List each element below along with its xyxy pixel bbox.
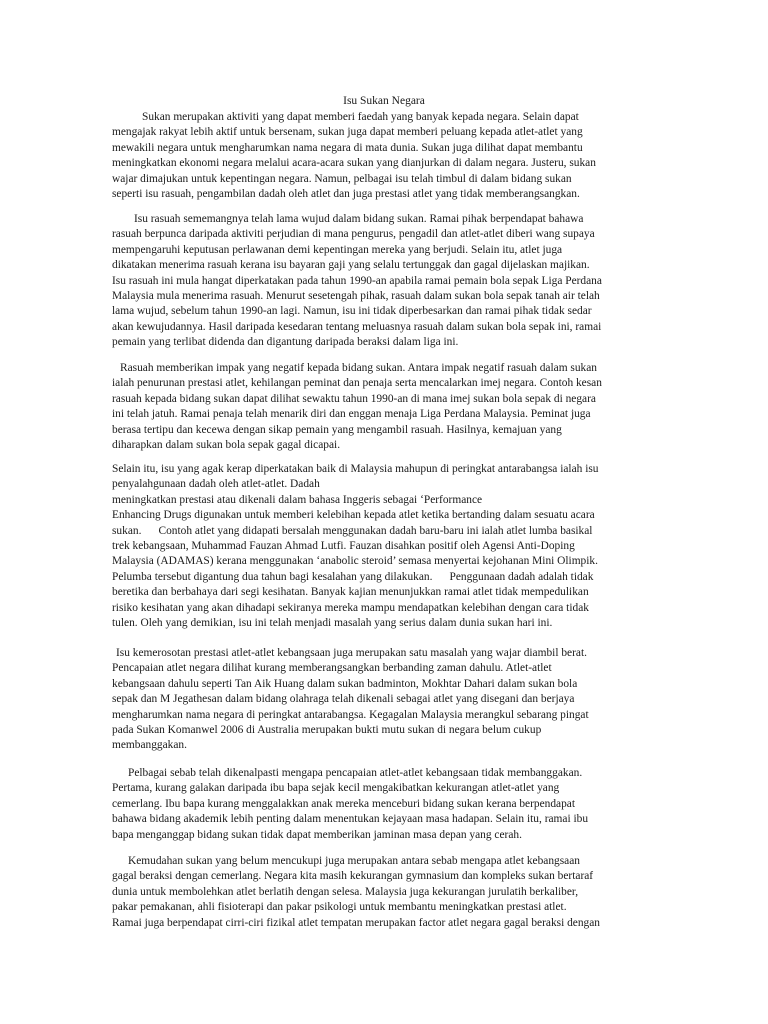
text-line: pakar pemakanan, ahli fisioterapi dan pakar psikologi untuk membantu meningkatkan prestasi atlet. (112, 901, 567, 914)
text-line: sepak dan M Jegathesan dalam bidang olahraga telah dikenali sebagai atlet yang disegani dan berjaya (112, 693, 575, 706)
paragraph-intro (112, 110, 657, 202)
text-line: seperti isu rasuah, pengambilan dadah oleh atlet dan juga prestasi atlet yang tidak memberangsangkan. (112, 188, 580, 201)
text-line: diharapkan dalam sukan bola sepak gagal dicapai. (112, 439, 341, 452)
text-line: bahawa bidang akademik lebih penting dalam menentukan kejayaan masa hadapan. Selain itu, ramai ibu (112, 813, 589, 826)
text-line: sukan. Contoh atlet yang didapati bersalah menggunakan dadah baru-baru ini ialah atlet lumba basikal (112, 524, 593, 537)
text-line: mewakili negara untuk mengharumkan nama negara di mata dunia. Sukan juga dilihat dapat membantu (112, 141, 583, 154)
text-line: Pelumba tersebut digantung dua tahun bagi kesalahan yang dilakukan. Penggunaan dadah adalah tidak (112, 570, 594, 583)
text-line: meningkatkan prestasi atau dikenali dalam bahasa Inggeris sebagai ‘Performance (112, 493, 483, 506)
text-line: penyalahgunaan dadah oleh atlet-atlet. Dadah (112, 478, 320, 491)
text-line: Malaysia mula menerima rasuah. Menurut sesetengah pihak, rasuah dalam sukan bola sepak tanah air telah (112, 290, 600, 303)
text-line: rasuah berpunca daripada aktiviti perjudian di mana pengurus, pengadil dan atlet-atlet diberi wang supaya (112, 228, 595, 241)
text-line: ialah penurunan prestasi atlet, kehilangan peminat dan penaja serta mencalarkan imej negara. Contoh kesan (112, 377, 602, 390)
paragraph-kemudahan (112, 854, 657, 931)
text-line: risiko kesihatan yang akan dihadapi sekiranya mereka mampu mendapatkan kelebihan dengan cara tidak (112, 601, 589, 614)
text-line: Kemudahan sukan yang belum mencukupi juga merupakan antara sebab mengapa atlet kebangsaan (128, 855, 580, 867)
text-line: Pelbagai sebab telah dikenalpasti mengapa pencapaian atlet-atlet kebangsaan tidak membanggakan. (128, 767, 583, 779)
text-line: Isu rasuah sememangnya telah lama wujud dalam bidang sukan. Ramai pihak berpendapat bahawa (134, 213, 584, 225)
paragraph-sebab (112, 766, 657, 843)
text-line: mempengaruhi keputusan perlawanan demi kepentingan mereka yang berjudi. Selain itu, atlet juga (112, 243, 563, 256)
text-line: membanggakan. (112, 739, 187, 752)
text-line: Ramai juga berpendapat cirri-ciri fizikal atlet tempatan merupakan factor atlet negara gagal beraksi dengan (112, 916, 600, 929)
text-line: Malaysia (ADAMAS) kerana menggunakan ‘anabolic steroid’ semasa menyertai kejohanan Mini Olimpik. (112, 555, 598, 568)
text-line: lama wujud, sebelum tahun 1990-an lagi. Namun, isu ini tidak diperbesarkan dan ramai pihak tidak sedar (112, 305, 592, 318)
text-line: akan kewujudannya. Hasil daripada kesedaran tentang meluasnya rasuah dalam sukan bola sepak ini, ramai (112, 320, 602, 333)
paragraph-dadah (112, 462, 657, 631)
text-line: Rasuah memberikan impak yang negatif kepada bidang sukan. Antara impak negatif rasuah dalam sukan (120, 362, 597, 374)
text-line: trek kebangsaan, Muhammad Fauzan Ahmad Lutfi. Fauzan disahkan positif oleh Agensi Anti-Doping (112, 540, 575, 553)
text-line: ini telah jatuh. Ramai penaja telah menarik diri dan enggan menaja Liga Perdana Malaysia. Peminat juga (112, 408, 591, 421)
text-line: cemerlang. Ibu bapa kurang menggalakkan anak mereka menceburi bidang sukan kerana berpendapat (112, 797, 576, 810)
text-line: wajar dimajukan untuk kepentingan negara. Namun, pelbagai isu telah timbul di dalam bidang sukan (112, 172, 572, 185)
paragraph-impak-rasuah (112, 361, 657, 453)
text-line: dikatakan menerima rasuah kerana isu bayaran gaji yang selalu tertunggak dan gagal dijelaskan majikan. (112, 259, 590, 272)
text-line: Isu rasuah ini mula hangat diperkatakan pada tahun 1990-an apabila ramai pemain bola sepak Liga Perdana (112, 274, 602, 287)
text-line: beretika dan berbahaya dari segi kesihatan. Banyak kajian menunjukkan ramai atlet tidak mempedulikan (112, 586, 589, 599)
paragraph-rasuah (112, 212, 657, 351)
text-line: dunia untuk membolehkan atlet berlatih dengan selesa. Malaysia juga kekurangan jurulatih berkaliber, (112, 885, 579, 898)
text-line: mengajak rakyat lebih aktif untuk bersenam, sukan juga dapat memberi peluang kepada atlet-atlet yang (112, 126, 583, 139)
text-line: gagal beraksi dengan cemerlang. Negara kita masih kekurangan gymnasium dan kompleks sukan bertaraf (112, 870, 594, 883)
text-line: berasa tertipu dan kecewa dengan sikap pemain yang mengambil rasuah. Hasilnya, kemajuan yang (112, 423, 562, 436)
text-line: pada Sukan Komanwel 2006 di Australia merupakan bukti mutu sukan di negara belum cukup (112, 724, 542, 737)
text-line: tulen. Oleh yang demikian, isu ini telah menjadi masalah yang serius dalam dunia sukan hari ini. (112, 617, 553, 630)
text-line: bapa menganggap bidang sukan tidak dapat memberikan jaminan masa depan yang cerah. (112, 828, 522, 841)
text-line: rasuah kepada bidang sukan dapat dilihat sewaktu tahun 1990-an di mana imej sukan bola sepak di negara (112, 392, 596, 405)
text-line: Pencapaian atlet negara dilihat kurang memberangsangkan berbanding zaman dahulu. Atlet-atlet (112, 662, 552, 675)
text-line: kebangsaan dahulu seperti Tan Aik Huang dalam sukan badminton, Mokhtar Dahari dalam sukan bola (112, 677, 578, 690)
text-line: Isu kemerosotan prestasi atlet-atlet kebangsaan juga merupakan satu masalah yang wajar diambil berat. (116, 647, 587, 659)
document-title: Isu Sukan Negara (343, 95, 425, 107)
text-line: Pertama, kurang galakan daripada ibu bapa sejak kecil mengakibatkan kekurangan atlet-atlet yang (112, 782, 560, 795)
text-line: mengharumkan nama negara di peringkat antarabangsa. Kegagalan Malaysia merangkul sebarang pingat (112, 708, 589, 721)
text-line: Selain itu, isu yang agak kerap diperkatakan baik di Malaysia mahupun di peringkat antarabangsa ialah isu (112, 463, 599, 475)
paragraph-prestasi (112, 646, 657, 754)
text-line: pemain yang terlibat didenda dan digantung daripada beraksi dalam liga ini. (112, 336, 459, 349)
text-line: Enhancing Drugs digunakan untuk memberi kelebihan kepada atlet ketika bertanding dalam sesuatu acara (112, 509, 595, 522)
text-line: meningkatkan ekonomi negara melalui acara-acara sukan yang dianjurkan di dalam negara. Justeru, sukan (112, 157, 596, 170)
text-line: Sukan merupakan aktiviti yang dapat memberi faedah yang banyak kepada negara. Selain dapat (142, 111, 579, 123)
